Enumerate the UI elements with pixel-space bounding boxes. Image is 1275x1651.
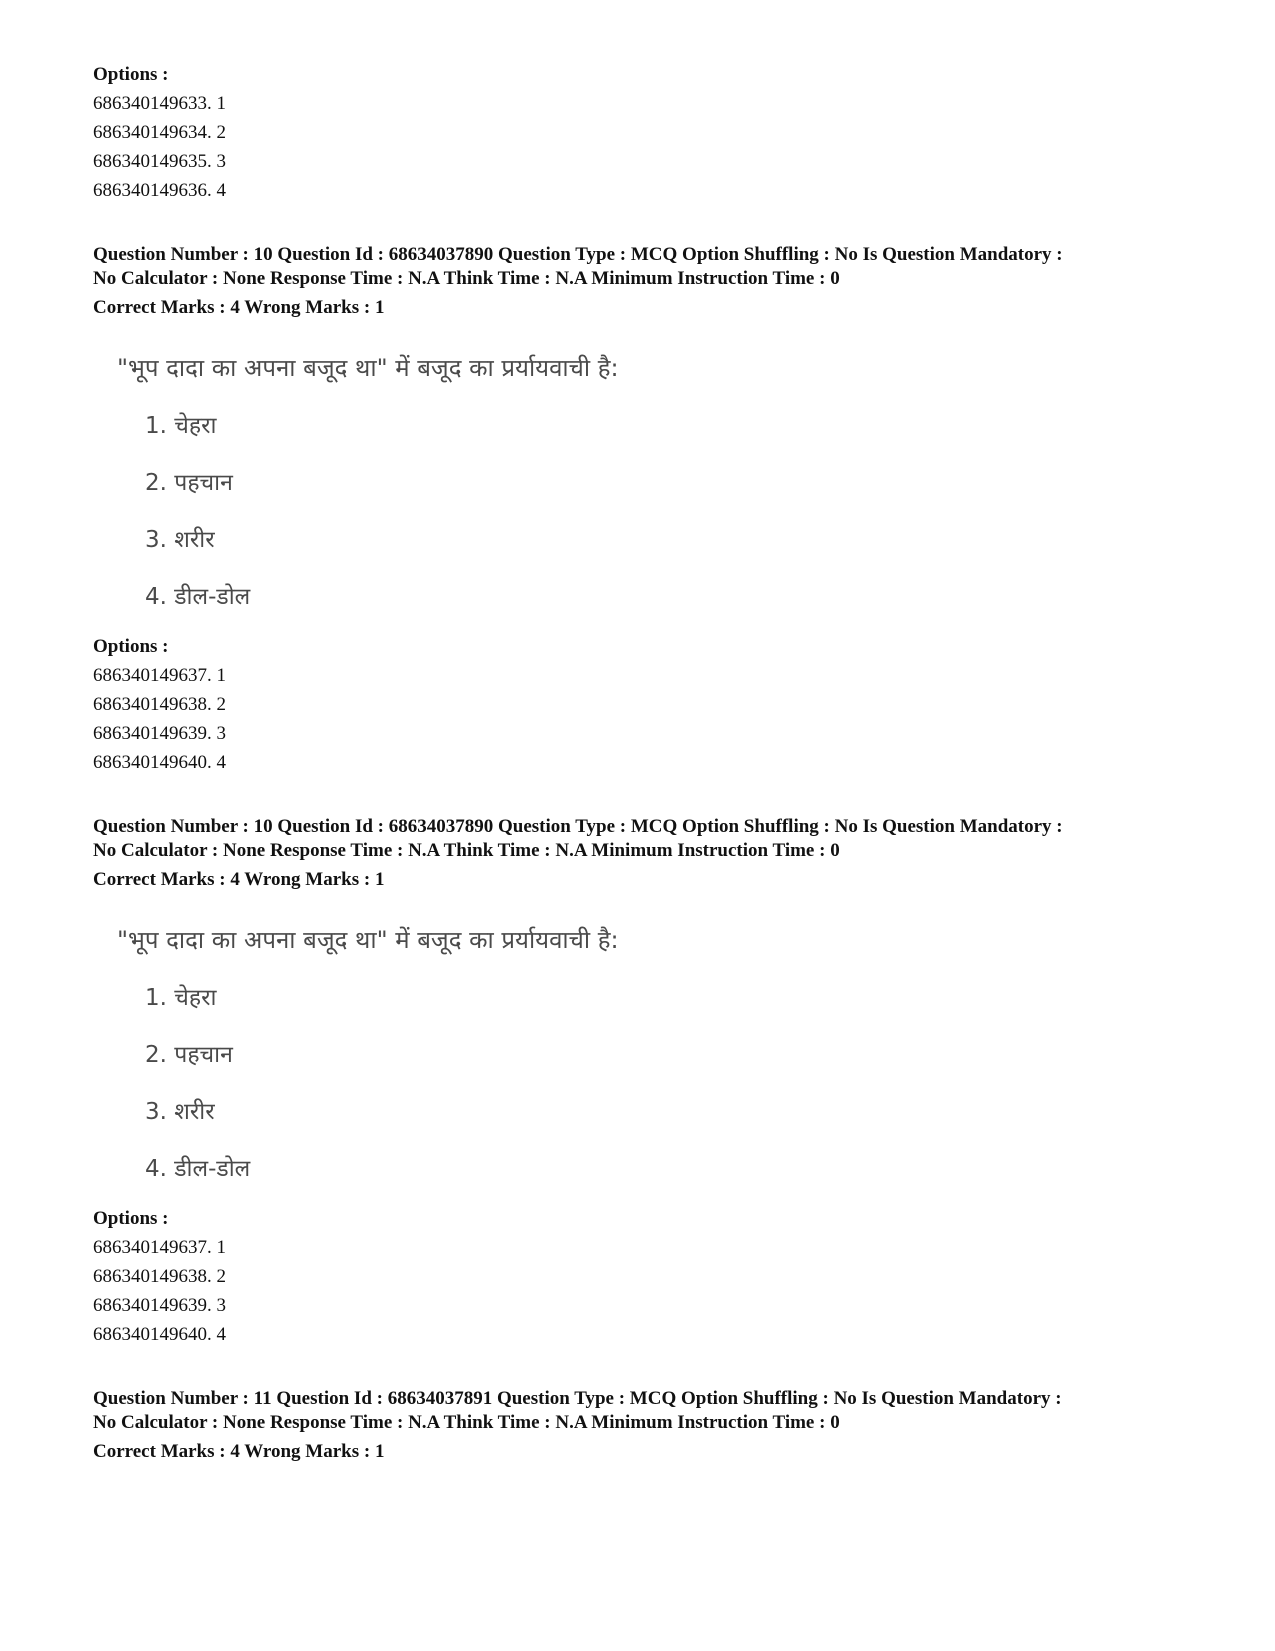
option-line: 686340149637. 1 (93, 665, 226, 686)
question-header-line: No Calculator : None Response Time : N.A Think Time : N.A Minimum Instruction Time : 0 (93, 268, 840, 289)
option-line: 686340149638. 2 (93, 1266, 226, 1287)
question-choice: 4. डील-डोल (145, 1156, 251, 1182)
option-line: 686340149640. 4 (93, 752, 226, 773)
question-block (93, 243, 1213, 777)
question-stem: "भूप दादा का अपना बजूद था" में बजूद का प्रर्यायवाची है: (117, 354, 619, 382)
option-line: 686340149639. 3 (93, 1295, 226, 1316)
question-header-line: No Calculator : None Response Time : N.A Think Time : N.A Minimum Instruction Time : 0 (93, 840, 840, 861)
question-header (93, 243, 1213, 291)
options-block (93, 60, 1213, 205)
options-label: Options : (93, 64, 169, 85)
question-choice: 1. चेहरा (145, 413, 217, 439)
question-choice: 4. डील-डोल (145, 584, 251, 610)
question-header-line: Question Number : 10 Question Id : 68634037890 Question Type : MCQ Option Shuffling : No Is Question Mandatory : (93, 816, 1063, 837)
option-line: 686340149636. 4 (93, 180, 226, 201)
option-line: 686340149639. 3 (93, 723, 226, 744)
option-line: 686340149633. 1 (93, 93, 226, 114)
question-header (93, 1387, 1213, 1435)
options-block (93, 1204, 1213, 1349)
question-marks: Correct Marks : 4 Wrong Marks : 1 (93, 1441, 385, 1462)
question-header-line: Question Number : 10 Question Id : 68634037890 Question Type : MCQ Option Shuffling : No Is Question Mandatory : (93, 244, 1063, 265)
question-header-line: No Calculator : None Response Time : N.A Think Time : N.A Minimum Instruction Time : 0 (93, 1412, 840, 1433)
option-line: 686340149637. 1 (93, 1237, 226, 1258)
question-choice: 3. शरीर (145, 527, 215, 553)
question-stem: "भूप दादा का अपना बजूद था" में बजूद का प्रर्यायवाची है: (117, 926, 619, 954)
question-choice: 3. शरीर (145, 1099, 215, 1125)
question-block (93, 815, 1213, 1349)
question-choice: 2. पहचान (145, 1042, 233, 1068)
question-choice: 2. पहचान (145, 470, 233, 496)
options-block (93, 632, 1213, 777)
options-label: Options : (93, 636, 169, 657)
option-line: 686340149638. 2 (93, 694, 226, 715)
options-label: Options : (93, 1208, 169, 1229)
option-line: 686340149634. 2 (93, 122, 226, 143)
question-block (93, 1387, 1213, 1464)
option-line: 686340149640. 4 (93, 1324, 226, 1345)
option-line: 686340149635. 3 (93, 151, 226, 172)
document-page (93, 60, 1213, 1464)
question-header (93, 815, 1213, 863)
question-marks: Correct Marks : 4 Wrong Marks : 1 (93, 297, 385, 318)
question-body (117, 910, 1213, 1198)
question-header-line: Question Number : 11 Question Id : 68634037891 Question Type : MCQ Option Shuffling : No Is Question Mandatory : (93, 1388, 1062, 1409)
question-marks: Correct Marks : 4 Wrong Marks : 1 (93, 869, 385, 890)
question-choice: 1. चेहरा (145, 985, 217, 1011)
question-body (117, 338, 1213, 626)
